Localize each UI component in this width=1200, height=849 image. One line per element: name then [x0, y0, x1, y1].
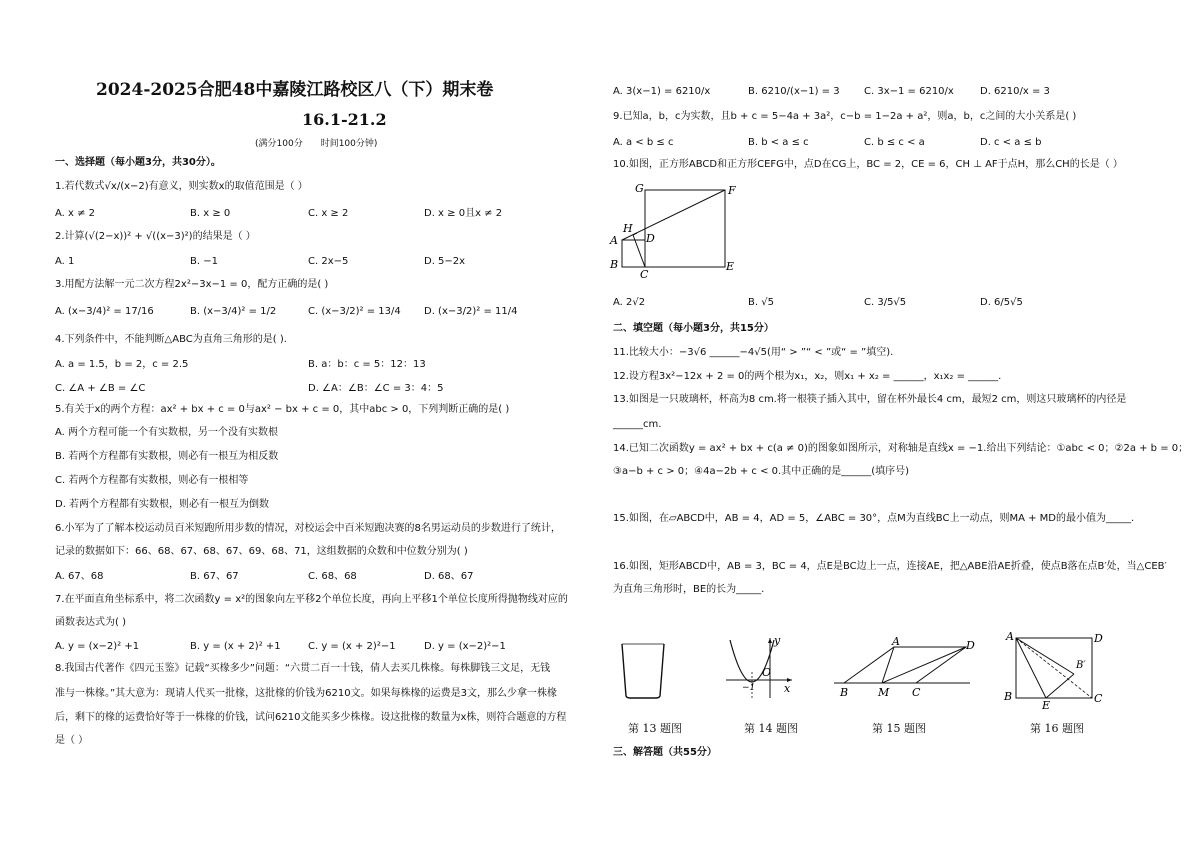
fig15-label-c: C: [912, 686, 921, 699]
label-g: G: [635, 182, 644, 195]
question-11: 11.比较大小：−3√6 ______−4√5(用“ > ”“ < ”或“ = ”填空).: [613, 347, 894, 358]
question-5-option-d: D. 若两个方程都有实数根，则必有一根互为倒数: [55, 499, 270, 510]
question-7-stem-line2: 函数表达式为( ): [55, 617, 126, 628]
question-10-option-b: B. √5: [748, 297, 774, 308]
fig16-label-e: E: [1042, 699, 1051, 710]
exam-title: 2024-2025合肥48中嘉陵江路校区八（下）期末卷: [96, 80, 494, 100]
question-15-figure: [832, 635, 980, 701]
question-4-option-c: C. ∠A + ∠B = ∠C: [55, 383, 146, 394]
exam-range: 16.1-21.2: [302, 110, 387, 129]
question-3-option-d: D. (x−3/2)² = 11/4: [424, 306, 518, 317]
question-8-line2: 准与一株椽。”其大意为：现请人代买一批椽，这批椽的价钱为6210文。如果每株椽的运费是3文，那么少拿一株椽: [55, 688, 557, 699]
question-15: 15.如图，在▱ABCD中，AB = 4，AD = 5，∠ABC = 30°，点M为直线BC上一动点，则MA + MD的最小值为_____.: [613, 513, 1135, 524]
question-3-stem: 3.用配方法解一元二次方程2x²−3x−1 = 0，配方正确的是( ): [55, 279, 329, 290]
question-9-option-d: D. c < a ≤ b: [980, 137, 1042, 148]
fig16-label-d: D: [1094, 632, 1103, 645]
question-7-option-c: C. y = (x + 2)²−1: [308, 641, 396, 652]
segment-ma: [882, 647, 894, 683]
question-2-option-d: D. 5−2x: [424, 256, 466, 267]
fig14-label-x: x: [784, 682, 791, 695]
fig15-label-m: M: [878, 686, 890, 699]
question-4-option-a: A. a = 1.5，b = 2，c = 2.5: [55, 359, 189, 370]
label-c: C: [640, 268, 649, 280]
fig15-label-d: D: [966, 639, 975, 652]
question-7-stem-line1: 7.在平面直角坐标系中，将二次函数y = x²的图象向左平移2个单位长度，再向上平移1个单位长度所得抛物线对应的: [55, 594, 568, 605]
fig14-label-y: y: [774, 634, 781, 647]
fig15-label-b: B: [840, 686, 849, 699]
question-2-option-a: A. 1: [55, 256, 75, 267]
label-f: F: [728, 184, 736, 197]
question-1-stem: 1.若代数式√x/(x−2)有意义，则实数x的取值范围是（ ）: [55, 181, 308, 192]
question-4-option-d: D. ∠A：∠B：∠C = 3：4：5: [308, 383, 444, 394]
question-6-stem-line1: 6.小军为了了解本校运动员百米短跑所用步数的情况，对校运会中百米短跑决赛的8名男运动员的步数进行了统计，: [55, 523, 561, 534]
fig16-label-b-prime: B′: [1076, 660, 1086, 671]
label-d: D: [646, 232, 655, 245]
question-3-option-c: C. (x−3/2)² = 13/4: [308, 306, 401, 317]
question-13-line1: 13.如图是一只玻璃杯，杯高为8 cm.将一根筷子插入其中，留在杯外最长4 cm，最短2 cm，则这只玻璃杯的内径是: [613, 394, 1127, 405]
question-16-figure: [1000, 628, 1112, 710]
question-5-option-b: B. 若两个方程都有实数根，则必有一根互为相反数: [55, 451, 279, 462]
question-9-option-c: C. b ≤ c < a: [864, 137, 925, 148]
question-10-option-c: C. 3/5√5: [864, 297, 907, 308]
caption-fig14: 第 14 题图: [744, 722, 798, 735]
question-7-option-b: B. y = (x + 2)² +1: [190, 641, 281, 652]
question-2-option-b: B. −1: [190, 256, 218, 267]
question-4-option-b: B. a：b：c = 5：12：13: [308, 359, 426, 370]
question-9-stem: 9.已知a，b，c为实数，且b + c = 5−4a + 3a²，c−b = 1−2a + a²，则a，b，c之间的大小关系是( ): [613, 111, 1077, 122]
question-10-stem: 10.如图，正方形ABCD和正方形CEFG中，点D在CG上，BC = 2，CE = 6，CH ⊥ AF于点H，那么CH的长是（ ）: [613, 159, 1123, 170]
question-1-option-c: C. x ≥ 2: [308, 208, 349, 219]
question-8-option-c: C. 3x−1 = 6210/x: [864, 86, 954, 97]
caption-fig15: 第 15 题图: [872, 722, 926, 735]
question-7-option-d: D. y = (x−2)²−1: [424, 641, 506, 652]
question-14-line2: ③a−b + c > 0；④4a−2b + c < 0.其中正确的是______(填序号): [613, 466, 910, 477]
question-14-figure: [722, 632, 797, 702]
question-10-option-d: D. 6/5√5: [980, 297, 1023, 308]
question-1-option-a: A. x ≠ 2: [55, 208, 96, 219]
question-5-option-c: C. 若两个方程都有实数根，则必有一根相等: [55, 475, 249, 486]
square-abcd: [622, 240, 645, 267]
question-5-stem: 5.有关于x的两个方程：ax² + bx + c = 0与ax² − bx + c = 0，其中abc > 0，下列判断正确的是( ): [55, 404, 510, 415]
question-8-line3: 后，剩下的椽的运费恰好等于一株椽的价钱，试问6210文能买多少株椽。设这批椽的数量为x株，则符合题意的方程: [55, 712, 567, 723]
parallelogram-abcd: [844, 647, 966, 683]
section-heading-answer: 三、解答题（共55分）: [613, 747, 717, 758]
caption-fig16: 第 16 题图: [1030, 722, 1084, 735]
segment-eb-prime: [1046, 674, 1074, 698]
fig16-label-a: A: [1006, 630, 1014, 643]
question-16-line2: 为直角三角形时，BE的长为_____.: [613, 584, 765, 595]
question-4-stem: 4.下列条件中，不能判断△ABC为直角三角形的是( ).: [55, 334, 287, 345]
question-13-figure: [618, 640, 668, 702]
question-1-option-b: B. x ≥ 0: [190, 208, 231, 219]
question-16-line1: 16.如图，矩形ABCD中，AB = 3，BC = 4，点E是BC边上一点，连接AE，把△ABE沿AE折叠，使点B落在点B′处，当△CEB′: [613, 561, 1167, 572]
label-a: A: [610, 234, 618, 247]
question-1-option-d: D. x ≥ 0且x ≠ 2: [424, 208, 503, 219]
question-3-option-b: B. (x−3/4)² = 1/2: [190, 306, 277, 317]
question-8-option-d: D. 6210/x = 3: [980, 86, 1050, 97]
label-e: E: [726, 260, 735, 273]
question-3-option-a: A. (x−3/4)² = 17/16: [55, 306, 154, 317]
fig14-label-o: O: [762, 666, 772, 679]
square-cefg: [645, 190, 725, 267]
fig16-label-c: C: [1094, 692, 1103, 705]
label-h: H: [623, 222, 633, 235]
fig15-label-a: A: [892, 635, 900, 648]
question-6-option-a: A. 67、68: [55, 571, 104, 582]
question-8-option-b: B. 6210/(x−1) = 3: [748, 86, 840, 97]
label-b: B: [610, 258, 619, 271]
question-6-option-c: C. 68、68: [308, 571, 357, 582]
caption-fig13: 第 13 题图: [628, 722, 682, 735]
cup-outline: [622, 644, 664, 698]
question-6-option-b: B. 67、67: [190, 571, 239, 582]
question-7-option-a: A. y = (x−2)² +1: [55, 641, 140, 652]
question-9-option-b: B. b < a ≤ c: [748, 137, 809, 148]
question-14-line1: 14.已知二次函数y = ax² + bx + c(a ≠ 0)的图象如图所示，对称轴是直线x = −1.给出下列结论：①abc < 0；②2a + b = 0；: [613, 443, 1189, 454]
line-af: [622, 190, 725, 240]
question-5-option-a: A. 两个方程可能一个有实数根，另一个没有实数根: [55, 427, 279, 438]
question-13-line2: ______cm.: [613, 419, 662, 430]
question-2-option-c: C. 2x−5: [308, 256, 349, 267]
question-10-option-a: A. 2√2: [613, 297, 646, 308]
question-12: 12.设方程3x²−12x + 2 = 0的两个根为x₁，x₂，则x₁ + x₂ = ______，x₁x₂ = ______.: [613, 371, 1002, 382]
question-6-option-d: D. 68、67: [424, 571, 474, 582]
section-heading-choice: 一、选择题（每小题3分，共30分）。: [55, 157, 221, 168]
question-9-option-a: A. a < b ≤ c: [613, 137, 674, 148]
question-10-figure: [605, 180, 745, 280]
exam-meta: (满分100分 时间100分钟): [255, 139, 378, 149]
question-8-option-a: A. 3(x−1) = 6210/x: [613, 86, 711, 97]
fig14-label-neg1: −1: [742, 683, 756, 693]
section-heading-fill: 二、填空题（每小题3分，共15分）: [613, 323, 774, 334]
question-8-line4: 是（ ）: [55, 735, 89, 746]
question-6-stem-line2: 记录的数据如下：66、68、67、68、67、69、68、71，这组数据的众数和中位数分别为( ): [55, 546, 468, 557]
question-2-stem: 2.计算(√(2−x))² + √((x−3)²)的结果是（ ）: [55, 231, 256, 242]
fig16-label-b: B: [1004, 690, 1013, 703]
question-8-line1: 8.我国古代著作《四元玉鉴》记载“买椽多少”问题：“六贯二百一十钱，倩人去买几株椽。每株脚钱三文足，无钱: [55, 663, 551, 674]
